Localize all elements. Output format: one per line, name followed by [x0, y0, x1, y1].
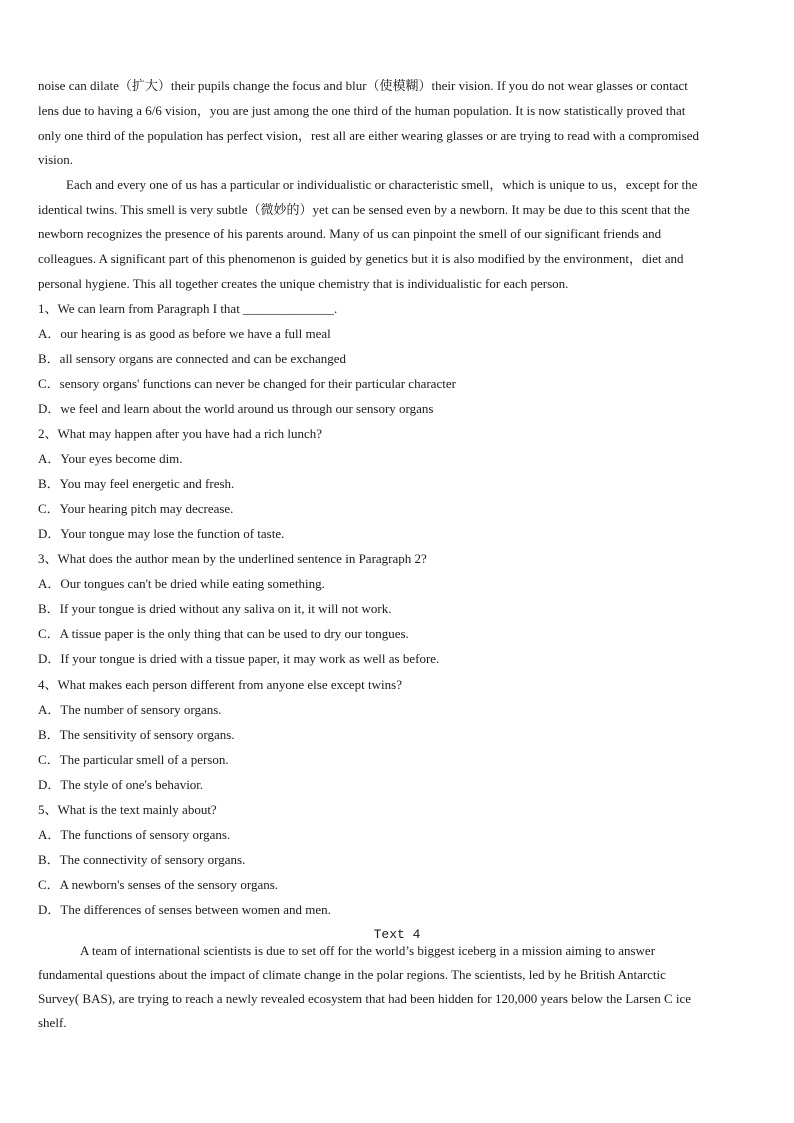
answer-option: A．The functions of sensory organs. [38, 827, 231, 842]
passage-line: identical twins. This smell is very subtle（微妙的）yet can be sensed even by a newborn. It may be due to this scent that the [38, 202, 690, 217]
question-stem: 5、What is the text mainly about? [38, 802, 217, 817]
answer-option: C．Your hearing pitch may decrease. [38, 501, 234, 516]
answer-option: B．The sensitivity of sensory organs. [38, 727, 235, 742]
passage-line: Each and every one of us has a particular or individualistic or characteristic smell，which is unique to us，except for the [66, 177, 698, 192]
passage-line: only one third of the population has perfect vision，rest all are either wearing glasses or are trying to read with a compromised [38, 128, 699, 143]
answer-option: C．A newborn's senses of the sensory organs. [38, 877, 279, 892]
question-stem: 3、What does the author mean by the underlined sentence in Paragraph 2? [38, 551, 427, 566]
answer-option: D．The style of one's behavior. [38, 777, 204, 792]
passage-line: newborn recognizes the presence of his parents around. Many of us can pinpoint the smell of our significant friends and [38, 226, 662, 241]
answer-option: C．sensory organs' functions can never be changed for their particular character [38, 376, 456, 391]
answer-option: D．The differences of senses between women and men. [38, 902, 331, 917]
answer-option: B．If your tongue is dried without any saliva on it, it will not work. [38, 601, 392, 616]
passage-line: shelf. [38, 1015, 67, 1030]
passage-line: colleagues. A significant part of this phenomenon is guided by genetics but it is also modified by the environment，diet and [38, 251, 684, 266]
passage-line: personal hygiene. This all together creates the unique chemistry that is individualistic for each person. [38, 276, 569, 291]
section-heading: Text 4 [373, 927, 421, 942]
answer-option: C．A tissue paper is the only thing that can be used to dry our tongues. [38, 626, 409, 641]
answer-option: D．If your tongue is dried with a tissue paper, it may work as well as before. [38, 651, 440, 666]
answer-option: D．we feel and learn about the world around us through our sensory organs [38, 401, 434, 416]
passage-line: noise can dilate（扩大）their pupils change the focus and blur（使模糊）their vision. If you do not wear glasses or contact [38, 78, 688, 93]
question-stem: 4、What makes each person different from anyone else except twins? [38, 677, 402, 692]
passage-line: A team of international scientists is due to set off for the world’s biggest iceberg in a mission aiming to answer [80, 943, 656, 958]
passage-line: fundamental questions about the impact of climate change in the polar regions. The scientists, led by he British Antarctic [38, 967, 666, 982]
answer-option: A．The number of sensory organs. [38, 702, 222, 717]
passage-line: vision. [38, 152, 74, 167]
passage-line: lens due to having a 6/6 vision，you are just among the one third of the human population. It is now statistically proved that [38, 103, 686, 118]
answer-option: A．our hearing is as good as before we have a full meal [38, 326, 331, 341]
answer-option: D．Your tongue may lose the function of taste. [38, 526, 285, 541]
question-stem: 1、We can learn from Paragraph I that ______________. [38, 301, 338, 316]
answer-option: B．all sensory organs are connected and can be exchanged [38, 351, 347, 366]
answer-option: B．The connectivity of sensory organs. [38, 852, 246, 867]
answer-option: A．Your eyes become dim. [38, 451, 183, 466]
answer-option: C．The particular smell of a person. [38, 752, 229, 767]
answer-option: A．Our tongues can't be dried while eating something. [38, 576, 325, 591]
question-stem: 2、What may happen after you have had a rich lunch? [38, 426, 323, 441]
passage-line: Survey( BAS), are trying to reach a newly revealed ecosystem that had been hidden for 120,000 years below the Larsen C ice [38, 991, 692, 1006]
answer-option: B．You may feel energetic and fresh. [38, 476, 235, 491]
